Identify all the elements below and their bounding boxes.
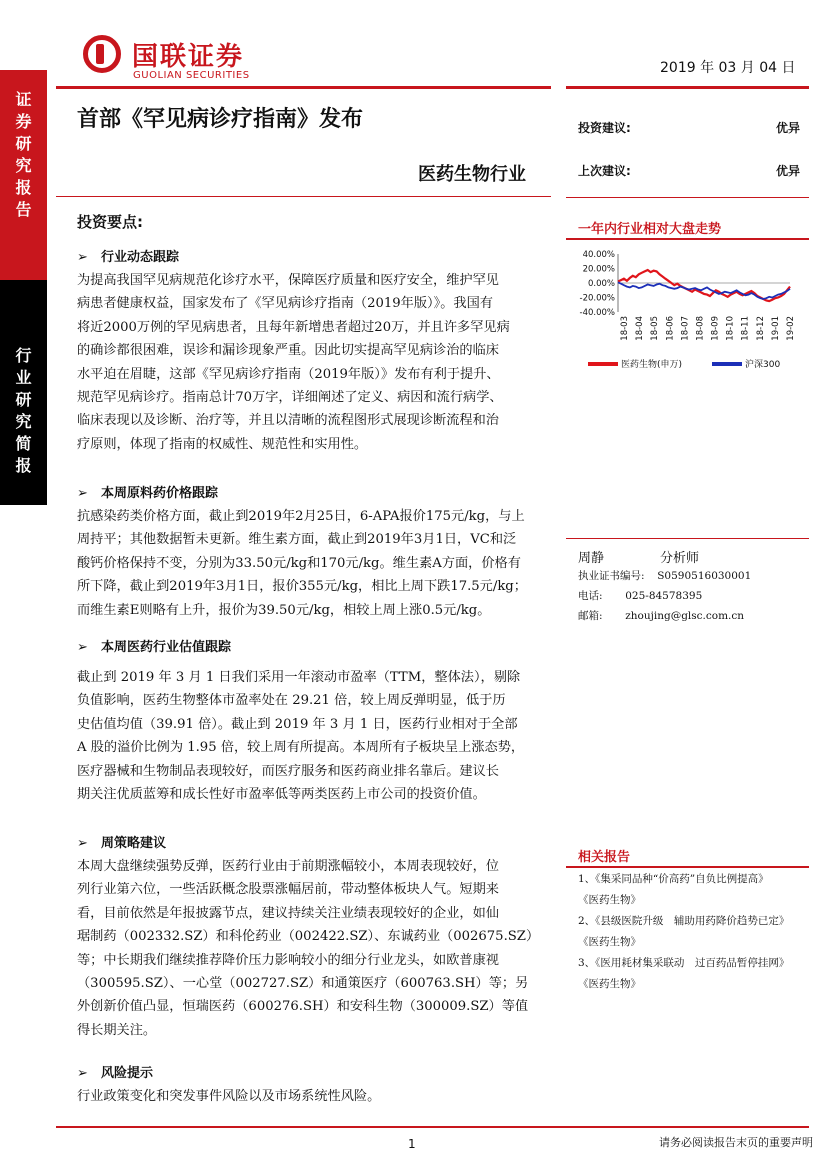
analyst-title: 分析师 [660,551,700,566]
y-tick-label: 20.00% [582,264,615,275]
report-title: 首部《罕见病诊疗指南》发布 [77,107,364,132]
related-report-title[interactable]: 3、《医用耗材集采联动 过百药品暂停挂网》 [578,957,790,969]
paragraph-line: 截止到 2019 年 3 月 1 日我们采用一年滚动市盈率（TTM，整体法），剔除 [77,670,521,685]
x-tick-label: 18-07 [680,316,691,341]
section-heading-text: 本周原料药价格跟踪 [101,486,219,501]
section-heading [77,1062,153,1081]
paragraph-line: 外创新价值凸显，恒瑞医药（600276.SH）和安科生物（300009.SZ）等值 [77,999,529,1015]
section-heading [77,832,166,851]
paragraph-line: 行业政策变化和突发事件风险以及市场系统性风险。 [77,1089,381,1104]
x-tick-label: 18-12 [755,316,766,341]
rating-previous-label: 上次建议: [578,164,631,178]
sidebar-char: 研 [15,390,32,409]
paragraph-line: 抗感染药类价格方面，截止到2019年2月25日，6-APA报价175元/kg，与上 [77,509,525,524]
series-line [618,282,790,299]
rating-divider [566,197,809,198]
paragraph-line: 病患者健康权益，国家发布了《罕见病诊疗指南（2019年版）》。我国有 [77,296,493,312]
paragraph-line: 负值影响，医药生物整体市盈率处在 29.21 倍，较上周反弹明显，低于历 [77,693,506,709]
x-tick-label: 19-01 [770,316,781,341]
paragraph-line: 得长期关注。 [77,1022,157,1038]
paragraph-line: 琚制药（002332.SZ）和科伦药业（002422.SZ）、东诚药业（002675.SZ） [77,929,540,945]
paragraph-line: 医疗器械和生物制品表现较好，而医疗服务和医药商业排名靠后。建议长 [77,763,499,779]
report-date: 2019 年 03 月 04 日 [660,60,796,76]
analyst-email [578,608,744,623]
analyst-license-label: 执业证书编号: [578,570,645,582]
industry-name: 医药生物行业 [418,164,526,185]
paragraph-line: 周持平；其他数据暂未更新。维生素方面，截止到2019年3月1日，VC和泛 [77,532,517,548]
relative-performance-chart [566,244,806,376]
section-heading-text: 行业动态跟踪 [101,250,180,265]
footer-divider [56,1126,809,1128]
sidebar-report-type [0,70,47,280]
y-tick-label: -40.00% [579,308,615,318]
brand-name-cn: 国联证券 [132,42,245,72]
rating-current-value: 优异 [776,121,801,135]
paragraph-line: 的确诊都很困难，误诊和漏诊现象严重。因此切实提高罕见病诊治的临床 [77,343,499,359]
analyst-phone-value: 025-84578395 [625,590,703,602]
sidebar-char: 究 [15,412,32,431]
analyst-name: 周静 [578,551,605,566]
paragraph-line: 列行业第六位，一些活跃概念股票涨幅居前，带动整体板块人气。短期来 [77,882,499,898]
sidebar-char: 证 [15,90,32,109]
paragraph-line: 水平迫在眉睫，这部《罕见病诊疗指南（2019年版）》发布有利于提升、 [77,366,500,382]
section-heading-text: 风险提示 [101,1066,154,1081]
analyst-phone [578,588,702,603]
paragraph-line: 酸钙价格保持不变，分别为33.50元/kg和170元/kg。维生素A方面，价格有 [77,555,521,571]
chart-title-divider [566,238,809,240]
paragraph-line: 等；中长期我们继续推荐降价压力影响较小的细分行业龙头，如欧普康视 [77,952,499,968]
sidebar-report-category [0,280,47,505]
arrow-bullet-icon: ➢ [77,250,88,265]
related-title-divider [566,866,809,868]
legend-label: 沪深300 [745,360,781,370]
paragraph-line: 临床表现以及诊断、治疗等，并且以清晰的流程图形式展现诊断流程和治 [77,413,499,429]
rating-previous-value: 优异 [776,164,801,178]
related-report-title[interactable]: 1、《集采同品种“价高药”自负比例提高》 [578,873,769,885]
x-tick-label: 18-03 [620,316,630,341]
x-tick-label: 18-06 [665,316,676,341]
related-report-title[interactable]: 2、《县级医院升级 辅助用药降价趋势已定》 [578,915,790,927]
x-tick-label: 18-09 [710,316,721,341]
footer-disclaimer: 请务必阅读报告末页的重要声明 [659,1136,813,1149]
analyst-email-label: 邮箱: [578,610,603,622]
x-tick-label: 18-04 [635,316,646,341]
paragraph-line: 规范罕见病诊疗。指南总计70万字，详细阐述了定义、病因和流行病学、 [77,390,503,405]
brand-name-en: GUOLIAN SECURITIES [133,70,250,81]
paragraph-line: 所下降，截止到2019年3月1日，报价355元/kg，相比上周下跌17.5元/kg； [77,579,527,595]
analyst-phone-label: 电话: [578,590,603,602]
x-tick-label: 18-11 [740,316,751,341]
analyst-email-value: zhoujing@glsc.com.cn [625,610,745,622]
sidebar-char: 究 [15,156,32,175]
x-tick-label: 18-08 [695,316,706,341]
arrow-bullet-icon: ➢ [77,486,88,501]
legend-label: 医药生物(申万) [621,360,683,370]
sidebar-char: 研 [15,134,32,153]
paragraph-line: 看，目前依然是年报披露节点，建议持续关注业绩表现较好的企业，如仙 [77,905,499,921]
arrow-bullet-icon: ➢ [77,1066,88,1081]
related-report-category: 《医药生物》 [578,894,641,906]
section-heading [77,636,231,655]
y-tick-label: -20.00% [579,293,615,304]
paragraph-line: 疗原则，体现了指南的权威性、规范性和实用性。 [77,436,368,452]
paragraph-line: 期关注优质蓝筹和成长性好市盈率低等两类医药上市公司的投资价值。 [77,787,486,802]
sidebar-char: 券 [15,112,32,131]
rating-current-label: 投资建议: [578,121,631,135]
related-report-category: 《医药生物》 [578,936,641,948]
related-report-category: 《医药生物》 [578,978,641,990]
x-tick-label: 19-02 [786,316,796,341]
y-tick-label: 0.00% [587,279,615,289]
x-tick-label: 18-10 [725,316,736,341]
paragraph-line: 为提高我国罕见病规范化诊疗水平，保障医疗质量和医疗安全，维护罕见 [77,273,499,288]
paragraph-line: 史估值均值（39.91 倍）。截止到 2019 年 3 月 1 日，医药行业相对于全部 [77,716,518,732]
header-divider-right [566,86,809,89]
paragraph-line: 而维生素E则略有上升，报价为39.50元/kg，相较上周上涨0.5元/kg。 [77,602,491,618]
sidebar-char: 报 [15,456,32,475]
x-tick-label: 18-05 [650,316,661,341]
section-heading-text: 本周医药行业估值跟踪 [101,640,232,655]
key-points-title: 投资要点: [77,213,143,231]
sidebar-char: 简 [15,434,32,453]
sidebar-char: 业 [15,368,32,387]
page-number: 1 [408,1137,416,1151]
paragraph-line: 将近2000万例的罕见病患者，且每年新增患者超过20万，并且许多罕见病 [77,319,510,335]
arrow-bullet-icon: ➢ [77,836,88,851]
analyst-divider [566,538,809,539]
analyst-license-value: S0590516030001 [657,570,752,582]
section-heading [77,246,179,265]
paragraph-line: 本周大盘继续强势反弹，医药行业由于前期涨幅较小，本周表现较好，位 [77,859,499,874]
chart-section-title: 一年内行业相对大盘走势 [578,222,722,237]
title-divider [56,196,551,197]
y-tick-label: 40.00% [582,250,615,260]
section-heading [77,482,218,501]
paragraph-line: （300595.SZ）、一心堂（002727.SZ）和通策医疗（600763.SH）等；另 [77,976,529,991]
sidebar-char: 行 [15,346,32,365]
analyst-license [578,568,751,583]
paragraph-line: A 股的溢价比例为 1.95 倍，较上周有所提高。本周所有子板块呈上涨态势， [77,740,525,756]
arrow-bullet-icon: ➢ [77,640,88,655]
header-divider [56,86,551,89]
sidebar-char: 告 [15,200,32,219]
section-heading-text: 周策略建议 [101,836,167,851]
brand-logo-icon [83,35,121,73]
related-reports-title: 相关报告 [578,850,631,865]
sidebar-char: 报 [15,178,32,197]
